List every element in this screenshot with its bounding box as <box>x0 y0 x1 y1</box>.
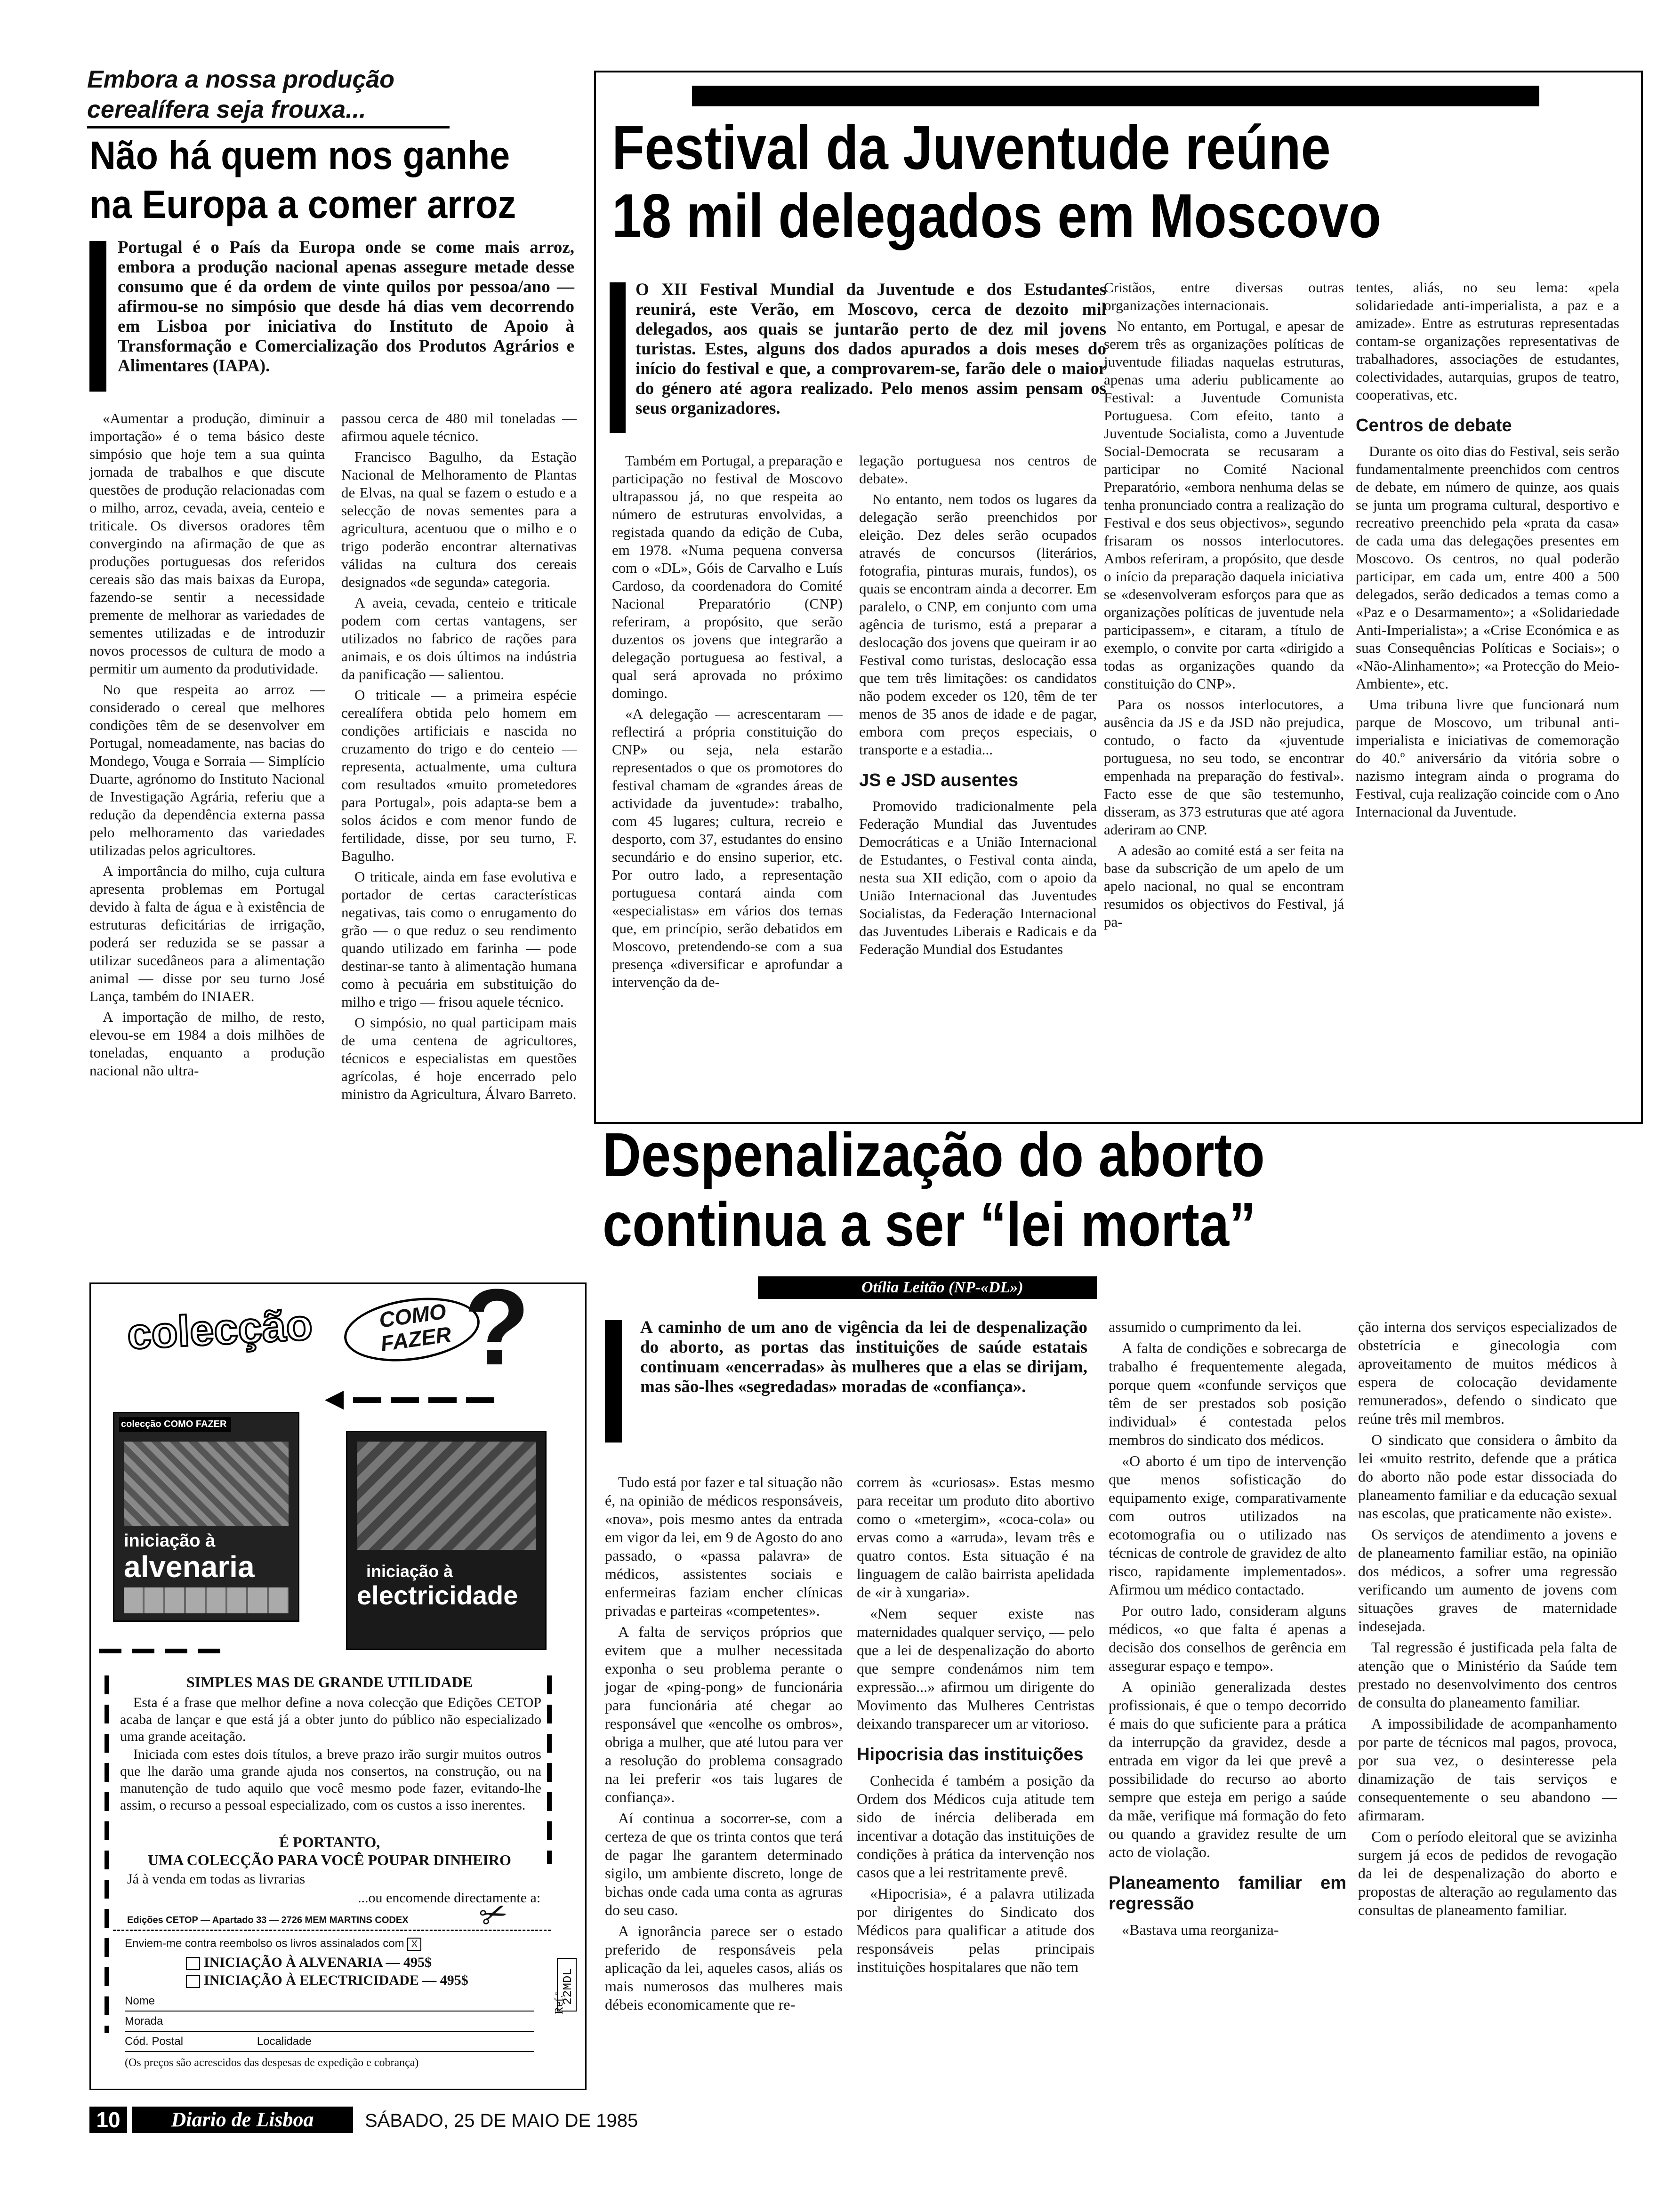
paragraph: Com o período eleitoral que se avizinha surgem já ecos de pedidos de revogação da lei de despenalização do aborto e propostas de alteração ao regulamento das consultas de planeamento familiar. <box>1358 1828 1617 1918</box>
book-electricidade-photo <box>357 1442 536 1550</box>
ad-sale: Já à venda em todas as livrarias <box>127 1871 306 1887</box>
arroz-kicker-1: Embora a nossa produção <box>87 66 395 93</box>
morada-label: Morada <box>125 2015 163 2028</box>
book-electricidade-subtitle: iniciação à <box>366 1562 453 1581</box>
paragraph: A impossibilidade de acompanhamento por parte de técnicos mal pagos, provoca, por sua vez, o desinteresse pela dinamização de tais serviços e consequentemente o seu abandono — afirmaram. <box>1358 1715 1617 1824</box>
alvenaria-checkbox[interactable] <box>186 1957 200 1970</box>
paragraph: «Nem sequer existe nas maternidades qualquer serviço, — pelo que a lei de despenalização do aborto que sempre condenámos nim tem expressão...» afirmou um dirigente do Movimento das Mulheres Centristas deixando transparecer um ar vitorioso. <box>857 1605 1094 1732</box>
arrow-dash <box>391 1397 419 1403</box>
paragraph: assumido o cumprimento da lei. <box>1109 1318 1302 1335</box>
form-field-morada[interactable] <box>125 2012 534 2032</box>
form-item-alvenaria[interactable] <box>186 1953 432 1972</box>
paragraph: O triticale, ainda em fase evolutiva e portador de certas características negativas, tais como o enrugamento do grão — o que reduz o seu rendimento quando utilizado em farinha — pode destinar-se tanto à alimentação humana como à pecuária em substituição do milho e trigo — frisou aquele técnico. <box>341 868 577 1010</box>
alvenaria-label: INICIAÇÃO À ALVENARIA — 495$ <box>204 1955 432 1970</box>
arrow-dash <box>466 1397 494 1403</box>
paragraph: «A delegação — acrescentaram — reflectirá a própria constituição do CNP» ou seja, nela estarão representados o que os promotores do festival chamam de «grandes áreas de actividade da juventude»: trabalho, com 45 lugares; cultura, recreio e desporto, com 37, estudantes do ensino secundário e do ensino superior, etc. Por outro lado, a representação portuguesa contará ainda com «especialistas» em vários dos temas que, em princípio, serão debatidos em Moscovo, pretendendo-se com a sua presença «diversificar e aprofundar a intervenção da de- <box>612 705 843 990</box>
ad-ref-code-area <box>553 1958 581 2080</box>
paragraph: Promovido tradicionalmente pela Federação Mundial das Juventudes Democráticas e a União Internacional de Estudantes, o Festival conta ainda, nesta sua XII edição, com o apoio da União Internacional das Juventudes Socialistas, da Federação Internacional das Juventudes Liberais e Radicais e da Federação Mundial dos Estudantes <box>859 798 1097 957</box>
ad-logo-colleccao: colecção <box>126 1300 314 1359</box>
arroz-headline-2: na Europa a comer arroz <box>89 182 516 226</box>
ad-body-1: Esta é a frase que melhor define a nova colecção que Edições CETOP acaba de lançar e que está já a obter junto do público não especializado uma grande aceitação. <box>120 1695 541 1744</box>
festival-top-bar <box>692 86 1539 106</box>
paragraph: Durante os oito dias do Festival, seis serão fundamentalmente preenchidos com centros de debate, em número de quinze, aos quais se junta um programa cultural, desportivo e recreativo preenchido pela «prata da casa» de cada uma das delegações presentes em Moscovo. Os centros, no qual poderão participar, em cada um, entre 400 a 500 delegados, serão dedicados a temas como a «Paz e o Desarmamento»; a «Solidariedade Anti-Imperialista»; a «Crise Económica e as suas Consequências Políticas e Sociais»; o «Não-Alinhamento»; «a Protecção do Meio-Ambiente», etc. <box>1356 443 1619 692</box>
paragraph: A falta de condições e sobrecarga de trabalho é frequentemente alegada, porque quem «confunde serviços que têm de ser prestados sob posição individual» é contestada pelos membros do sindicato dos médicos. <box>1109 1339 1346 1448</box>
festival-subhead-centros: Centros de debate <box>1356 416 1512 435</box>
ad-arrow-left <box>325 1391 523 1410</box>
paragraph: Tal regressão é justificada pela falta de atenção que o Ministério da Saúde tem prestado no desenvolvimento dos centros de consulta do planeamento familiar. <box>1358 1639 1617 1711</box>
paragraph: O simpósio, no qual participam mais de uma centena de agricultores, técnicos e especialistas em questões agrícolas, é hoje encerrado pelo ministro da Agricultura, Álvaro Barreto. <box>341 1014 577 1102</box>
aborto-lead: A caminho de um ano de vigência da lei de despenalização do aborto, as portas das instituições de saúde estatais continuam «encerradas» às mulheres que a elas se dirijam, mas são-lhes «segredadas» moradas de «confiança». <box>640 1318 1087 1396</box>
arroz-kicker-rule <box>87 126 450 128</box>
arroz-column-2 <box>341 409 577 1106</box>
form-right-dashes <box>547 1675 552 1864</box>
ad-slogan-2: UMA COLECÇÃO PARA VOCÊ POUPAR DINHEIRO <box>148 1851 511 1868</box>
book-alvenaria-bricks <box>124 1587 289 1613</box>
issue-date: SÁBADO, 25 DE MAIO DE 1985 <box>365 2110 638 2131</box>
arrow-dash <box>428 1397 457 1403</box>
page-number: 10 <box>89 2107 127 2133</box>
paragraph: Cristãos, entre diversas outras organizações internacionais. <box>1104 279 1344 313</box>
paragraph: ção interna dos serviços especializados de obstetrícia e ginecologia com aproveitamento de muitos médicos à espera de colocação devidamente remunerados», defendo o sindicato que reúne três mil membros. <box>1358 1318 1617 1427</box>
paragraph: «Hipocrisia», é a palavra utilizada por dirigentes do Sindicato dos Médicos para qualificar a atitude dos responsáveis pelas principais instituições hospitalares que não tem <box>857 1885 1094 1975</box>
book-series-label: colecção COMO FAZER <box>119 1417 231 1432</box>
paragraph: Conhecida é também a posição da Ordem dos Médicos cuja atitude tem sido de inércia deliberada em incentivar a dotação das instituições de condições à prática da intervenção nos casos que a lei restritamente prevê. <box>857 1772 1094 1881</box>
festival-subhead-js: JS e JSD ausentes <box>859 770 1018 790</box>
ad-address: Edições CETOP — Apartado 33 — 2726 MEM MARTINS CODEX <box>127 1915 409 1925</box>
aborto-column-4 <box>1358 1318 1617 1922</box>
form-top-dashes <box>99 1647 560 1654</box>
festival-column-2 <box>859 452 1097 961</box>
ad-logo-como-fazer: COMO FAZER <box>378 1298 453 1356</box>
arrow-dash <box>353 1397 381 1403</box>
book-alvenaria-photo <box>124 1442 289 1526</box>
ad-ref-code: 22MDL <box>561 1968 575 2005</box>
paragraph: tentes, aliás, no seu lema: «pela solidariedade anti-imperialista, a paz e a amizade». Entre as estruturas representadas contam-se organizações representativas de trabalhadores, associações de estudantes, colectividades, autarquias, grupos de teatro, cooperativas, etc. <box>1356 279 1619 403</box>
form-left-dashes <box>105 1675 109 2033</box>
paragraph: A adesão ao comité está a ser feita na base da subscrição de um apelo de um apelo nacional, no qual se encontram resumidos os objectivos do Festival, já pa- <box>1104 842 1344 930</box>
form-price-note: (Os preços são acrescidos das despesas de expedição e cobrança) <box>125 2057 419 2069</box>
aborto-lead-bar <box>605 1320 622 1443</box>
paragraph: A opinião generalizada destes profissionais, é que o tempo decorrido é mais do que suficiente para a prática da interrupção da gravidez, desde a entrada em vigor da lei que prevê a possibilidade do recurso ao aborto sempre que esteja em perigo a saúde da mãe, verifique má formação do feto ou quando a gravidez resulte de um acto de violação. <box>1109 1678 1346 1860</box>
paragraph: No que respeita ao arroz — considerado o cereal que melhores condições têm de se desenvolver em Portugal, nomeadamente, nas bacias do Mondego, Vouga e Sorraia — Simplício Duarte, agrónomo do Instituto Nacional de Investigação Agrária, referiu que a redução da dependência externa passa pelo melhoramento das variedades utilizadas pelos agricultores. <box>89 681 325 858</box>
book-alvenaria-title: alvenaria <box>124 1550 255 1584</box>
form-field-nome[interactable] <box>125 1992 534 2012</box>
arroz-headline-1: Não há quem nos ganhe <box>89 133 510 177</box>
localidade-label: Localidade <box>257 2035 312 2048</box>
scissors-icon: ✂ <box>475 1893 513 1937</box>
aborto-column-3 <box>1109 1318 1346 1942</box>
arroz-kicker-2: cerealífera seja frouxa... <box>87 96 366 123</box>
paragraph: O triticale — a primeira espécie cerealífera obtida pelo homem em condições artificiais e nascida no cruzamento do trigo e do centeio — representa, actualmente, uma cultura com resultados «muito prometedores para Portugal», pois adapta-se bem a solos ácidos e com menor fundo de fertilidade, disse, por seu turno, F. Bagulho. <box>341 687 577 864</box>
electricidade-label: INICIAÇÃO À ELECTRICIDADE — 495$ <box>204 1972 468 1988</box>
form-enviem-row <box>125 1934 425 1953</box>
ad-order: ...ou encomende directamente a: <box>358 1890 541 1906</box>
paragraph: «Aumentar a produção, diminuir a importação» é o tema básico deste simpósio que hoje tem a sua quinta jornada de trabalhos e que discute questões de produção relacionadas com o milho, arroz, cevada, aveia, centeio e triticale. Os diversos oradores têm convergindo na afirmação de que as produções portuguesas dos referidos cereais são das mais baixas da Europa, fazendo-se sentir a necessidade premente de melhorar as variedades de sementes utilizadas e de introduzir novos processos de cultura de modo a permitir um aumento da produtividade. <box>89 410 325 677</box>
ad-slogan-1: É PORTANTO, <box>279 1834 380 1851</box>
sample-checkbox: X <box>407 1938 421 1951</box>
festival-column-4 <box>1356 279 1619 824</box>
aborto-column-1 <box>605 1473 843 2017</box>
aborto-headline-1: Despenalização do aborto <box>603 1120 1265 1189</box>
ad-ref-label: Ref.ª <box>553 1992 565 2014</box>
paragraph: Uma tribuna livre que funcionará num parque de Moscovo, um tribunal anti-imperialista e iniciativas de comemoração do 40.º aniversário da vitória sobre o nazismo integram ainda o programa do Festival, cuja realização coincide com o Ano Internacional da Juventude. <box>1356 696 1619 820</box>
paragraph: Tudo está por fazer e tal situação não é, na opinião de médicos responsáveis, «nova», pois mesmo antes da entrada em vigor da lei, em 9 de Agosto do ano passado, o «passa palavra» de médicos, assistentes sociais e enfermeiras faziam encher clínicas privadas e parteiras «competentes». <box>605 1474 843 1619</box>
aborto-column-2 <box>857 1473 1094 1979</box>
arroz-column-1 <box>89 409 325 1082</box>
paragraph: No entanto, nem todos os lugares da delegação serão preenchidos por eleição. Dez deles serão ocupados através de concursos (literários, fotografia, pinturas murais, fundos), os quais se encontram ainda a decorrer. Em paralelo, o CNP, em conjunto com uma agência de turismo, está a preparar a deslocação dos jovens que queiram ir ao Festival como turistas, deslocação essa que tem três limitações: os candidatos não podem exceder os 120, têm de ter menos de 35 anos de idade e de pagar, embora com preços especiais, o transporte e a estadia... <box>859 491 1097 758</box>
paragraph: «O aborto é um tipo de intervenção que menos sofisticação do equipamento exige, comparativamente com outros utilizados na ecotomografia ou o utilizado nas técnicas de controle de gravidez de alto risco, rapidamente implementados». Afirmou um médico contactado. <box>1109 1452 1346 1598</box>
paragraph: legação portuguesa nos centros de debate». <box>859 452 1097 487</box>
festival-headline-2: 18 mil delegados em Moscovo <box>612 181 1381 250</box>
paragraph: A importação de milho, de resto, elevou-se em 1984 a dois milhões de toneladas, enquanto a produção nacional não ultra- <box>89 1009 325 1079</box>
form-enviem-text: Enviem-me contra reembolso os livros assinalados com <box>125 1937 404 1950</box>
form-field-postal[interactable] <box>125 2032 534 2052</box>
book-electricidade-title: electricidade <box>357 1580 518 1610</box>
dash <box>165 1649 187 1653</box>
arroz-lead-bar <box>89 241 106 392</box>
paragraph: Os serviços de atendimento a jovens e de planeamento familiar estão, na opinião dos médicos, a sofrer uma regressão verificando um aumento de jovens com situações graves de maternidade indesejada. <box>1358 1526 1617 1635</box>
festival-column-3 <box>1104 279 1344 934</box>
paragraph: Aí continua a socorrer-se, com a certeza de que os trinta contos que terá de pagar lhe garantem determinado sigilo, um ambiente discreto, longe de bichas onde cada uma conta as agruras do seu caso. <box>605 1810 843 1918</box>
book-alvenaria <box>113 1412 299 1622</box>
paragraph: A aveia, cevada, centeio e triticale podem com certas vantagens, ser utilizados no fabrico de rações para animais, e os dois últimos na indústria da panificação — salientou. <box>341 594 577 682</box>
paragraph: A importância do milho, cuja cultura apresenta problemas em Portugal devido à falta de água e à existência de estruturas deficitárias de irrigação, poderá ser reduzida se se passar a utilizar sucedâneos para a alimentação animal — disse por seu turno José Lança, também do INIAER. <box>89 863 325 1004</box>
festival-lead-bar <box>610 282 626 433</box>
festival-column-1 <box>612 452 843 994</box>
dash <box>99 1649 121 1653</box>
festival-lead: O XII Festival Mundial da Juventude e dos Estudantes reunirá, este Verão, em Moscovo, cerca de dezoito mil delegados, aos quais se juntarão perto de dez mil jovens turistas. Estes, alguns dos dados apurados a dois meses do início do festival e que, a comprovarem-se, farão dele o maior do género até agora realizado. Pelo menos assim pensam os seus organizadores. <box>635 280 1106 418</box>
arrow-head-icon <box>325 1391 344 1410</box>
cod-postal-label: Cód. Postal <box>125 2035 184 2048</box>
paragraph: No entanto, em Portugal, e apesar de serem três as organizações políticas de juventude filiadas naquelas estruturas, apenas uma aderiu publicamente ao Festival: a Juventude Comunista Portuguesa. Com efeito, tanto a Juventude Socialista, como a Juventude Social-Democrata se recusaram a participar no Comité Nacional Preparatório, «embora nenhuma delas se tenha pronunciado contra a realização do Festival e dos seus objectivos», segundo frisaram os nossos interlocutores. Ambos referiram, a propósito, que desde o início da preparação daquela iniciativa se «desenvolveram esforços para que as organizações políticas de juventude nela participassem», e citaram, a título de exemplo, o convite por carta «dirigido a todas as organizações quando da constituição do CNP». <box>1104 318 1344 692</box>
aborto-byline: Otília Leitão (NP-«DL») <box>861 1279 1023 1296</box>
ad-question-mark: ? <box>464 1266 530 1387</box>
dash <box>198 1649 220 1653</box>
paragraph: A falta de serviços próprios que evitem que a mulher necessitada exponha o seu problema perante o jogar de «ping-pong» de funcionária para funcionária até chegar ao responsável que «encolhe os ombros», obriga a mulher, que até lutou para ver a resolução do problema consagrado na lei preferir «os tais lugares de confiança». <box>605 1623 843 1805</box>
paragraph: «Bastava uma reorganiza- <box>1122 1921 1279 1938</box>
paragraph: passou cerca de 480 mil toneladas — afirmou aquele técnico. <box>341 410 577 444</box>
book-alvenaria-subtitle: iniciação à <box>124 1531 216 1551</box>
dash <box>132 1649 154 1653</box>
electricidade-checkbox[interactable] <box>186 1975 200 1988</box>
form-item-electricidade[interactable] <box>186 1971 468 1990</box>
newspaper-name: Diario de Lisboa <box>132 2107 353 2133</box>
cut-line <box>113 1930 551 1931</box>
aborto-subhead-hipocrisia: Hipocrisia das instituições <box>857 1745 1084 1764</box>
aborto-headline-2: continua a ser “lei morta” <box>603 1190 1256 1259</box>
paragraph: Francisco Bagulho, da Estação Nacional de Melhoramento de Plantas de Elvas, na qual se fazem o estudo e a selecção de novas sementes para a agricultura, acentuou que o milho e o trigo poderão encontrar alternativas válidas na cultura dos cereais designados «de segunda» categoria. <box>341 449 577 590</box>
ad-heading: SIMPLES MAS DE GRANDE UTILIDADE <box>186 1674 473 1691</box>
paragraph: Para os nossos interlocutores, a ausência da JS e da JSD não prejudica, contudo, o facto da «juventude portuguesa, no seu todo, se encontrar empenhada na preparação do festival». Facto esse de que são testemunho, disseram, as 373 estruturas que até agora aderiram ao CNP. <box>1104 696 1344 838</box>
paragraph: O sindicato que considera o âmbito da lei «muito restrito, defende que a prática do aborto não pode estar dissociada do planeamento familiar e da educação sexual nas escolas, que praticamente não existe». <box>1358 1431 1617 1522</box>
paragraph: Também em Portugal, a preparação e participação no festival de Moscovo ultrapassou já, no que respeita ao número de estruturas envolvidas, a registada quando da edição de Cuba, em 1978. «Numa pequena conversa com o «DL», Góis de Carvalho e Luís Cardoso, da coordenadora do Comité Nacional Preparatório (CNP) referiram, a propósito, que serão duzentos os jovens que integrarão a delegação portuguesa ao festival, a qual será aprovada no próximo domingo. <box>612 452 843 701</box>
festival-headline-1: Festival da Juventude reúne <box>612 113 1331 182</box>
paragraph: Por outro lado, consideram alguns médicos, «o que falta é apenas a decisão dos conselhos de gerência em assegurar espaço e tempo». <box>1109 1602 1346 1674</box>
paragraph: A ignorância parece ser o estado preferido de responsáveis pela aplicação da lei, aqueles casos, aliás os mais numerosos das mulheres mais débeis economicamente que re- <box>605 1923 843 2013</box>
aborto-subhead-planeamento: Planeamento familiar em regressão <box>1109 1873 1346 1914</box>
arroz-lead: Portugal é o País da Europa onde se come mais arroz, embora a produção nacional apenas assegure metade desse consumo que é da ordem de vinte quilos por pessoa/ano — afirmou-se no simpósio que desde há dias vem decorrendo em Lisboa por iniciativa do Instituto de Apoio à Transformação e Comercialização dos Produtos Agrários e Alimentares (IAPA). <box>118 238 574 376</box>
ad-body-2: Iniciada com estes dois títulos, a breve prazo irão surgir muitos outros que lhe darão uma grande ajuda nos consertos, na construção, ou na manutenção de tudo aquilo que você mesmo pode fazer, evitando-lhe assim, o recurso a pessoal especializado, com os custos a isso inerentes. <box>120 1747 541 1813</box>
paragraph: correm às «curiosas». Estas mesmo para receitar um produto dito abortivo como o «metergim», «coca-cola» ou ervas como a «arruda», levam três e quatro contos. Esta situação é na linguagem de calão bairrista apelidada de «ir à xungaria». <box>857 1474 1094 1601</box>
book-electricidade <box>346 1431 547 1650</box>
nome-label: Nome <box>125 1995 155 2007</box>
